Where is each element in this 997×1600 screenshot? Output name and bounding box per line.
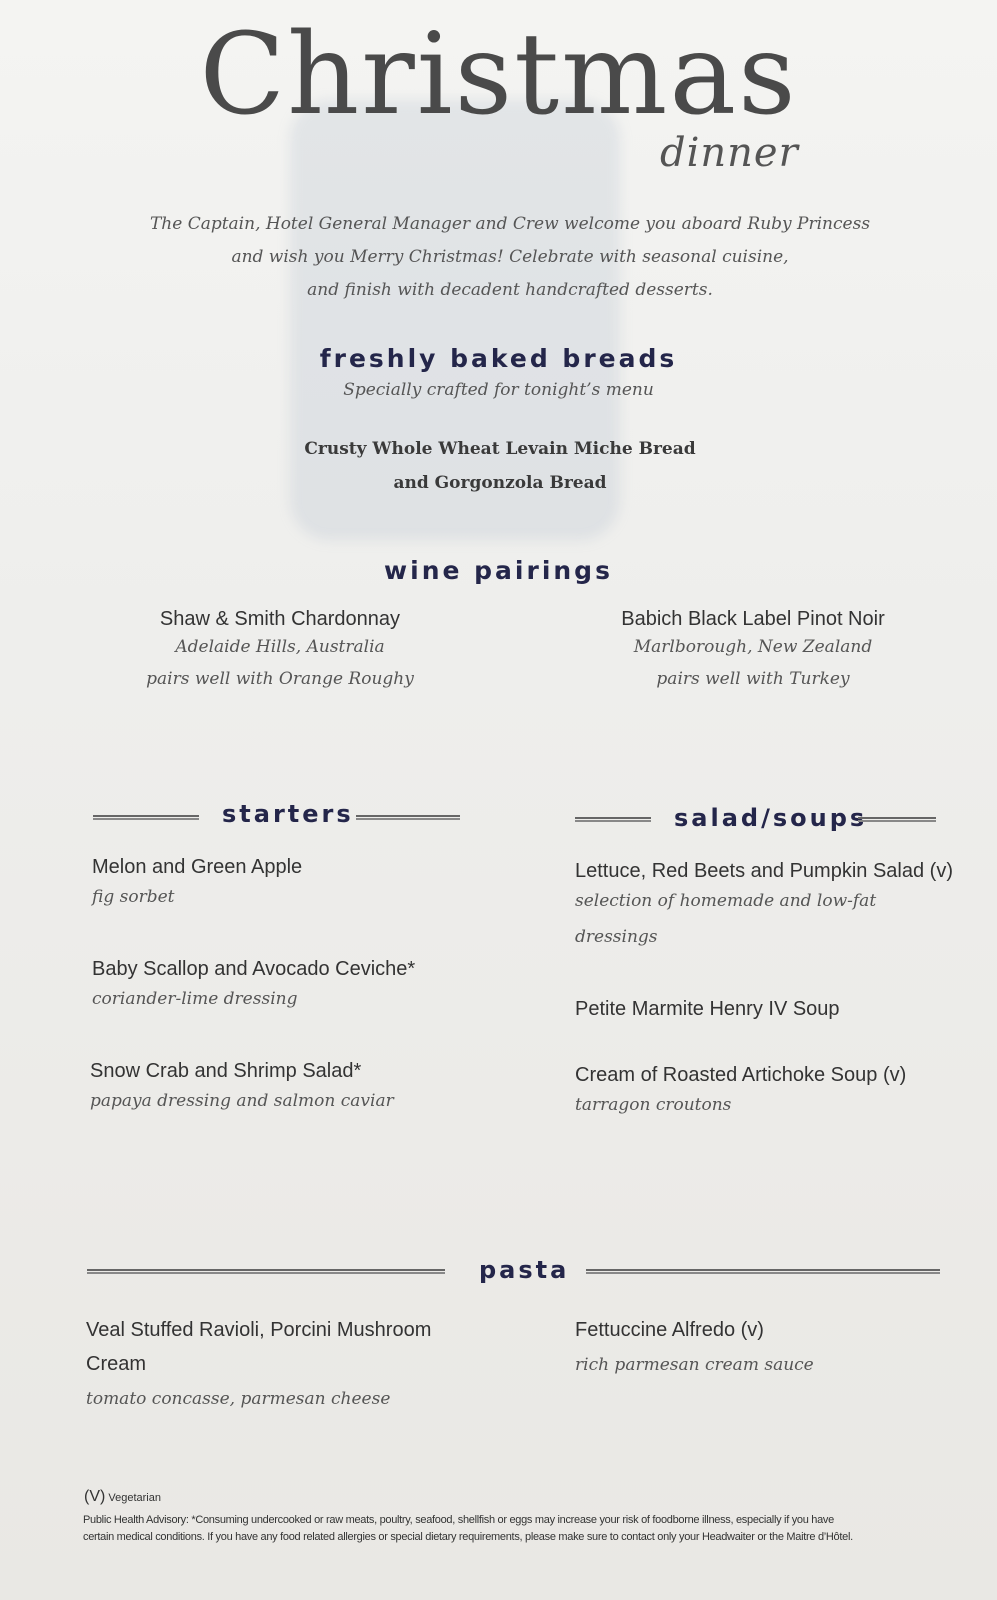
bread-line: Crusty Whole Wheat Levain Miche Bread [304,439,696,459]
welcome-text [140,208,880,307]
divider-rule [586,1269,940,1274]
menu-subtitle: dinner [660,130,799,176]
advisory-line: certain medical conditions. If you have any food related allergies or special dietary requirements, please make sure to contact only your Headwaiter or the Maitre d’Hôtel. [83,1531,853,1543]
starter-item [92,958,415,1017]
salad-item [575,998,840,1021]
dish-name: Fettuccine Alfredo (v) [575,1319,764,1341]
divider-rule [575,817,651,822]
dish-description: rich parmesan cream sauce [575,1355,814,1375]
dish-name: Lettuce, Red Beets and Pumpkin Salad (v) [575,860,953,882]
health-advisory [83,1512,983,1546]
wine-name: Babich Black Label Pinot Noir [621,608,885,630]
welcome-line: and wish you Merry Christmas! Celebrate with seasonal cuisine, [231,247,789,267]
starter-item [92,856,302,915]
salad-item [575,860,953,955]
legend-symbol: (V) [84,1488,106,1505]
divider-rule [858,817,936,822]
dish-name: Cream of Roasted Artichoke Soup (v) [575,1064,907,1086]
breads-heading: freshly baked breads [319,344,678,373]
legend [84,1488,161,1506]
divider-rule [93,815,199,820]
wine-item [100,608,460,695]
starters-heading: starters [222,800,354,828]
starter-item [90,1060,394,1119]
menu-title: Christmas [199,10,798,140]
dish-name: Melon and Green Apple [92,856,303,878]
wine-name: Shaw & Smith Chardonnay [159,608,401,630]
wine-pairing: pairs well with Turkey [656,669,850,689]
dish-name: Baby Scallop and Avocado Ceviche* [92,958,416,980]
dish-description: tarragon croutons [575,1095,732,1115]
dish-name: Veal Stuffed Ravioli, Porcini Mushroom [86,1319,432,1341]
bread-line: and Gorgonzola Bread [393,473,607,493]
pasta-item [575,1313,814,1383]
dish-name: Snow Crab and Shrimp Salad* [90,1060,362,1082]
pasta-heading: pasta [479,1256,570,1284]
divider-rule [356,815,460,820]
dish-description: fig sorbet [92,887,175,907]
dish-name: Petite Marmite Henry IV Soup [575,998,840,1020]
salad-item [575,1064,906,1123]
dish-description: tomato concasse, parmesan cheese [86,1389,391,1409]
dish-name-continued: Cream [86,1353,147,1375]
pasta-item [86,1313,431,1417]
breads-subheading: Specially crafted for tonight’s menu [343,380,654,400]
salads-heading: salad/soups [674,804,868,832]
welcome-line: The Captain, Hotel General Manager and Crew welcome you aboard Ruby Princess [149,214,871,234]
wine-region: Adelaide Hills, Australia [175,637,385,657]
wine-heading: wine pairings [384,556,613,585]
welcome-line: and finish with decadent handcrafted desserts. [307,280,713,300]
dish-description: dressings [575,927,658,947]
advisory-line: Public Health Advisory: *Consuming undercooked or raw meats, poultry, seafood, shellfish or eggs may increase your risk of foodborne illness, especially if you have [83,1514,834,1526]
bread-list [240,432,760,500]
legend-text: Vegetarian [108,1492,161,1504]
dish-description: coriander-lime dressing [92,989,298,1009]
dish-description: papaya dressing and salmon caviar [90,1091,394,1111]
wine-item [573,608,933,695]
dish-description: selection of homemade and low-fat [575,891,877,911]
divider-rule [87,1269,445,1274]
wine-pairing: pairs well with Orange Roughy [146,669,414,689]
wine-region: Marlborough, New Zealand [633,637,873,657]
